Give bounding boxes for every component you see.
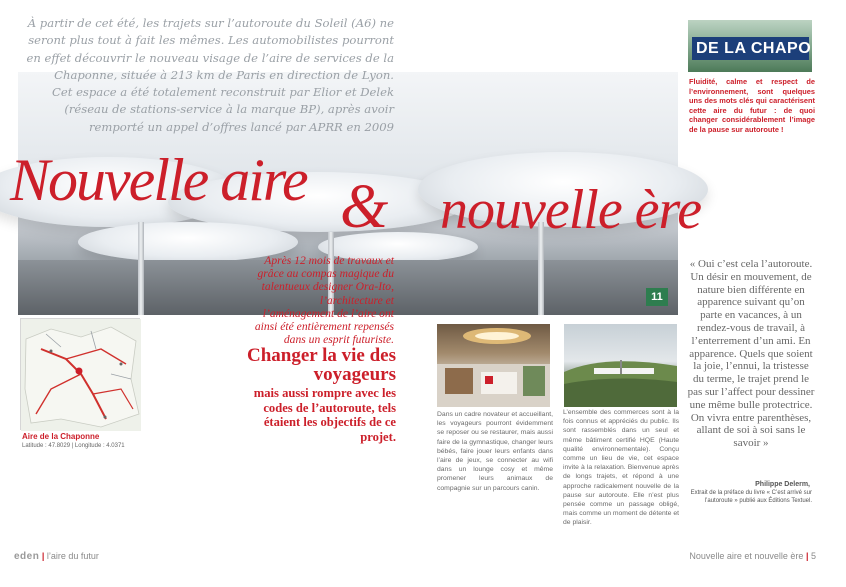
right-blurb: Fluidité, calme et respect de l’environnement, sont quelques uns des mots clés qui caractérisent cette aire du futur : de quoi changer considérablement l’image de la pause sur autoroute !	[689, 77, 815, 134]
delerm-quote: « Oui c’est cela l’autoroute. Un désir en mouvement, de nature bien différente en apparence suivant qu’on parte en vacances, à un rendez-vous de travail, à l’enterrement d’un ami. En apparence. Quels que soient la joie, l’ennui, la tristesse du terme, le trajet prend le pas sur l’affect pour dessiner une même bulle protectrice. On vivra entre parenthèses, allant de soi à soi sans le savoir »	[687, 258, 815, 450]
intro-line-2: Cet espace a été totalement reconstruit par Elior et Delek (réseau de stations-service à la marque BP), après avoir remporté un appel d’offres lancé par APRR en 2009	[52, 85, 394, 134]
pump-sign: 11	[646, 288, 668, 306]
headline-part-2: nouvelle ère	[440, 179, 702, 241]
section-title: Changer la vie des voyageurs	[246, 345, 396, 385]
canopy-post	[138, 222, 144, 315]
intro-line-1: À partir de cet été, les trajets sur l’autoroute du Soleil (A6) ne seront plus tout à fait les mêmes. Les automobilistes pourront en effet découvrir le nouveau visage de l’aire de services de la Chaponne, située à 213 km de Paris en direction de Lyon.	[26, 16, 394, 82]
quote-source: Extrait de la préface du livre « C’est arrivé sur l’autoroute » publié aux Éditions Textuel.	[690, 490, 812, 504]
sign-panel: DE LA CHAPONNE	[692, 37, 809, 60]
footer-brand: eden	[14, 551, 40, 562]
quote-author: Philippe Delerm,	[755, 481, 810, 488]
chaponne-sign-photo	[688, 20, 846, 72]
store-photo	[437, 324, 550, 407]
store-photo-graphic	[437, 324, 550, 407]
headline-ampersand: &	[340, 173, 389, 241]
map-caption: Aire de la Chaponne	[22, 432, 100, 441]
sub-intro: Après 12 mois de travaux et grâce au compas magique du talentueux designer Ora-Ito, l’architecture et l’aménagement de l’aire ont ainsi été entièrement repensés dans un esprit futuriste.	[254, 254, 394, 347]
map-graphic	[21, 319, 141, 431]
location-map	[20, 318, 140, 430]
footer-right	[689, 551, 816, 561]
location-marker	[76, 368, 83, 375]
footer-left	[14, 551, 99, 562]
body-column-1: Dans un cadre novateur et accueillant, les voyageurs pourront évidemment se reposer ou se restaurer, mais aussi faire de la gymnastique, changer leurs bébés, faire jouer leurs enfants dans l’aire de jeux, se connecter au wifi dans un lounge cosy et même promener leurs animaux de compagnie sur un parcours canin.	[437, 411, 553, 492]
intro-paragraph	[22, 15, 394, 136]
footer-article: Nouvelle aire et nouvelle ère	[689, 551, 804, 561]
footer-section: l’aire du futur	[46, 551, 99, 561]
map-coordinates: Latitude : 47.8029 | Longitude : 4.0371	[22, 443, 125, 449]
footer-separator: |	[41, 551, 45, 561]
section-subtitle: mais aussi rompre avec les codes de l’autoroute, tels étaient les objectifs de ce projet.	[253, 386, 396, 444]
green-roof-photo	[564, 324, 677, 407]
footer-separator-right: |	[805, 551, 809, 561]
page-number: 5	[810, 551, 816, 561]
body-column-2: L’ensemble des commerces sont à la fois connus et appréciés du public. Ils sont rassemblés dans un seul et même bâtiment certifié HQE (Haute qualité environnementale). Conçu comme un lieu de vie, cet espace invite à la relaxation. Bienvenue après de longs trajets, et répond à une approche radicalement nouvelle de la pause sur autoroute. Elle n’est plus pensée comme un passage obligé, mais comme un moment de détente et de plaisir.	[563, 409, 679, 527]
headline-part-1: Nouvelle aire	[10, 147, 307, 213]
green-roof-graphic	[564, 324, 677, 407]
